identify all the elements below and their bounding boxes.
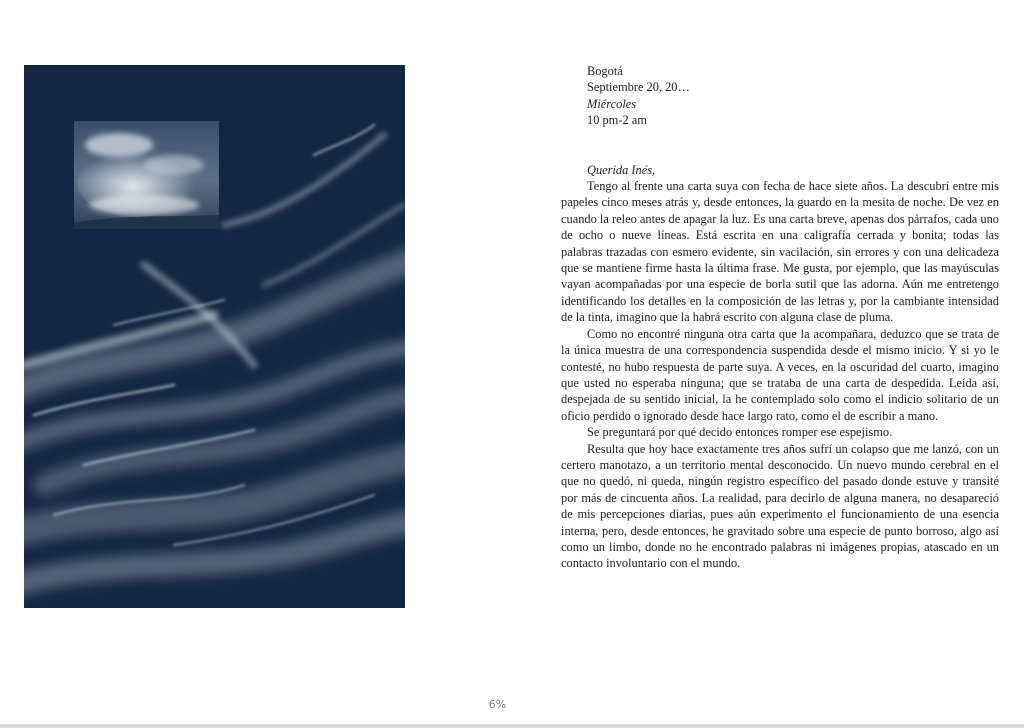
sky-photograph [24,65,405,608]
letter-city: Bogotá [587,64,623,78]
progress-track [0,724,1024,728]
letter-paragraph: Como no encontré ninguna otra carta que la acompañara, deduzco que se trata de la única muestra de una correspondencia suspendida desde el mismo inicio. Y si yo le contesté, no hubo respuesta de parte suya. A veces, en la oscuridad del cuarto, imagino que usted no esperaba ninguna; que se trataba de una carta de despedida. Leída así, despejada de su sentido inicial, la he contemplado solo como el indicio solitario de un oficio perdido o ignorado desde hace largo rato, como el de escribir a mano. [561,326,999,423]
cloud-illustration [24,65,405,608]
letter-weekday: Miércoles [587,96,637,111]
letter-salutation: Querida Inés, [587,162,656,177]
letter-page [561,63,999,572]
letter-paragraph: Resulta que hoy hace exactamente tres años sufrí un colapso que me lanzó, con un certero manotazo, a un territorio mental desconocido. Un nuevo mundo cerebral en el que no quedó, ni queda, ningún registro específico del pasado donde estuve y transité por más de cincuenta años. La realidad, para decirlo de alguna manera, no desapareció de mis percepciones diarias, pues aún experimento el funcionamiento de una esencia interna, pero, desde entonces, he gravitado sobre una especie de punto borroso, algo así como un limbo, donde no he encontrado palabras ni imágenes propias, atascado en un contacto involuntario con el mundo. [561,441,999,571]
inset-photograph [74,121,219,229]
reading-progress: 6% [488,698,507,711]
letter-time: 10 pm-2 am [587,113,647,128]
letter-paragraph: Se preguntará por qué decido entonces romper ese espejismo. [587,425,893,440]
letter-date: Septiembre 20, 20… [587,80,690,95]
letter-paragraph: Tengo al frente una carta suya con fecha de hace siete años. La descubrí entre mis papeles cinco meses atrás y, desde entonces, la guardo en la mesita de noche. De vez en cuando la releo antes de apagar la luz. Es una carta breve, apenas dos párrafos, cada uno de ocho o nueve líneas. Está escrita en una caligrafía cerrada y bonita; todas las palabras trazadas con esmero evidente, sin vacilación, sin errores y con una delicadeza que se mantiene firme hasta la última frase. Me gusta, por ejemplo, que las mayúsculas vayan acompañadas por una especie de borla sutil que las adorna. Aún me entretengo identificando los detalles en la composición de las letras y, por la cambiante intensidad de la tinta, imagino que la habrá escrito con alguna clase de pluma. [561,179,999,325]
